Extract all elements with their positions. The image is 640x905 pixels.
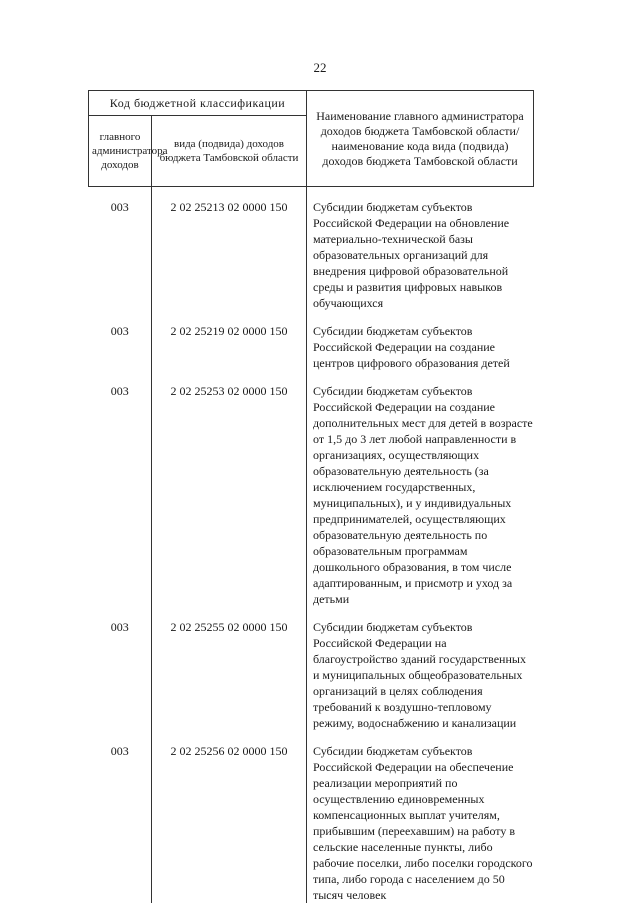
kbk-code-cell: 2 02 25256 02 0000 150 [152,731,307,903]
page-number: 22 [313,60,327,75]
table-body [89,187,534,904]
header-admin-column: главного администратора доходов [89,116,152,187]
table-row [89,731,534,903]
budget-classification-table [88,90,534,903]
admin-code-cell: 003 [89,371,152,607]
header-budget-classification-code: Код бюджетной классификации [89,91,307,116]
kbk-name-cell: Субсидии бюджетам субъектов Российской Федерации на создание центров цифрового образования детей [307,311,534,371]
kbk-code-cell: 2 02 25213 02 0000 150 [152,187,307,312]
admin-code-cell: 003 [89,607,152,731]
header-kbk-column: вида (подвида) доходов бюджета Тамбовской области [152,116,307,187]
kbk-name-cell: Субсидии бюджетам субъектов Российской Федерации на обновление материально-технической базы образовательных организаций для внедрения цифровой образовательной среды и развития цифровых навыков обучающихся [307,187,534,312]
kbk-code-cell: 2 02 25219 02 0000 150 [152,311,307,371]
table-row [89,607,534,731]
kbk-code-cell: 2 02 25255 02 0000 150 [152,607,307,731]
kbk-name-cell: Субсидии бюджетам субъектов Российской Федерации на благоустройство зданий государственных и муниципальных общеобразовательных организаций в целях соблюдения требований к воздушно-тепловому режиму, водоснабжению и канализации [307,607,534,731]
admin-code-cell: 003 [89,731,152,903]
table-header [89,91,534,187]
admin-code-cell: 003 [89,187,152,312]
kbk-name-cell: Субсидии бюджетам субъектов Российской Федерации на обеспечение реализации мероприятий по осуществлению единовременных компенсационных выплат учителям, прибывшим (переехавшим) на работу в сельские населенные пункты, либо рабочие поселки, либо поселки городского типа, либо города с населением до 50 тысяч человек [307,731,534,903]
table-row [89,311,534,371]
table-row [89,371,534,607]
table-row [89,187,534,312]
admin-code-cell: 003 [89,311,152,371]
header-name-column: Наименование главного администратора доходов бюджета Тамбовской области/наименование кода вида (подвида) доходов бюджета Тамбовской области [307,91,534,187]
kbk-name-cell: Субсидии бюджетам субъектов Российской Федерации на создание дополнительных мест для детей в возрасте от 1,5 до 3 лет любой направленности в организациях, осуществляющих образовательную деятельность (за исключением государственных, муниципальных), и у индивидуальных предпринимателей, осуществляющих образовательную деятельность по образовательным программам дошкольного образования, в том числе адаптированным, и присмотр и уход за детьми [307,371,534,607]
kbk-code-cell: 2 02 25253 02 0000 150 [152,371,307,607]
